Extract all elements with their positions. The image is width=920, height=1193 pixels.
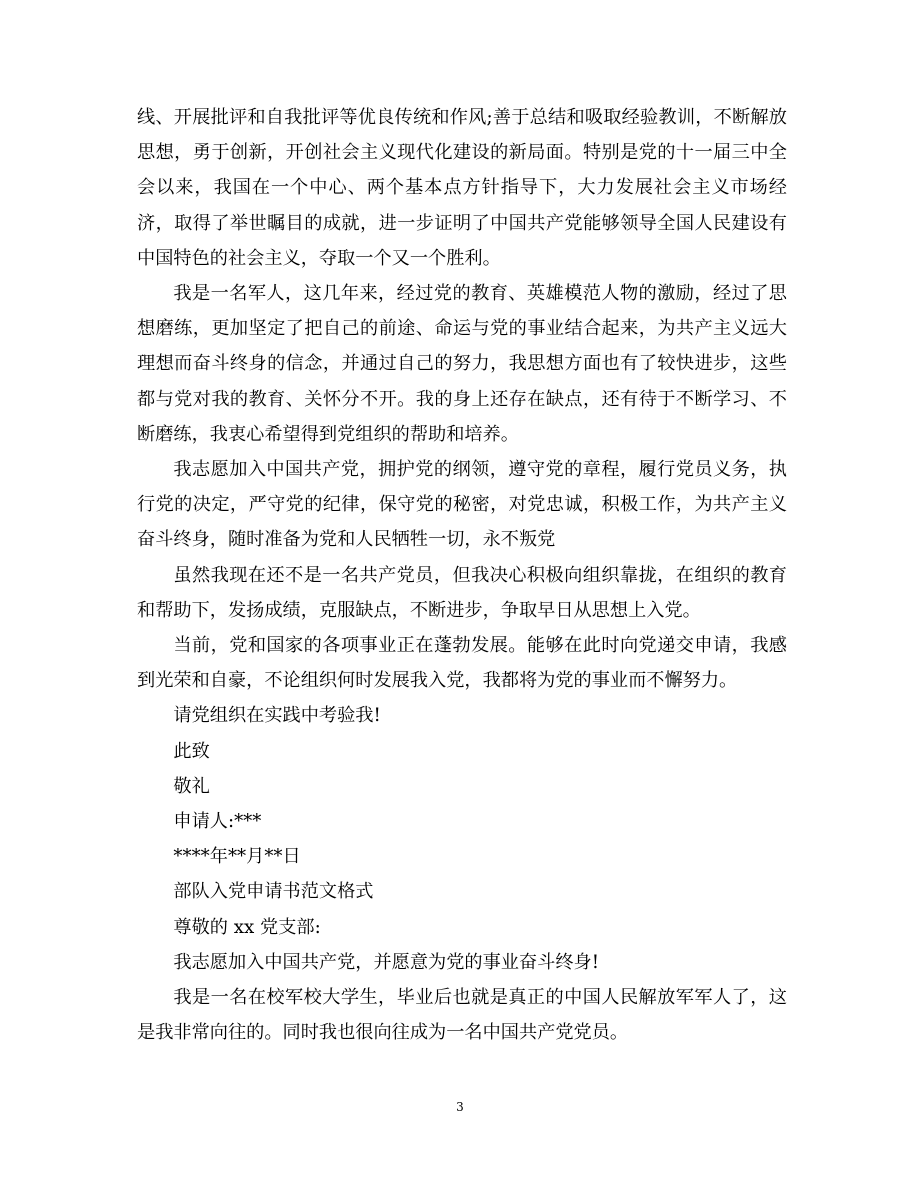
date-line: ****年**月**日 bbox=[173, 846, 301, 868]
salutation-jingli: 敬礼 bbox=[173, 775, 210, 797]
paragraph-resolve: 虽然我现在还不是一名共产党员，但我决心积极向组织靠拢，在组织的教育和帮助下，发扬成绩，克服缺点，不断进步，争取早日从思想上入党。 bbox=[137, 564, 787, 621]
paragraph-cadet-intro: 我是一名在校军校大学生，毕业后也就是真正的中国人民解放军军人了，这是我非常向往的。同时我也很向往成为一名中国共产党党员。 bbox=[137, 987, 787, 1044]
paragraph-continuation: 线、开展批评和自我批评等优良传统和作风;善于总结和吸取经验教训，不断解放思想，勇于创新，开创社会主义现代化建设的新局面。特别是党的十一届三中全会以来，我国在一个中心、两个基本点方针指导下，大力发展社会主义市场经济，取得了举世瞩目的成就，进一步证明了中国共产党能够领导全国人民建设有中国特色的社会主义，夺取一个又一个胜利。 bbox=[137, 107, 787, 269]
greeting-line: 尊敬的 xx 党支部: bbox=[173, 916, 321, 938]
page-number: 3 bbox=[456, 1100, 464, 1114]
closing-request-line: 请党组织在实践中考验我! bbox=[173, 705, 381, 727]
section-title: 部队入党申请书范文格式 bbox=[173, 881, 374, 903]
applicant-line: 申请人:*** bbox=[173, 811, 262, 833]
paragraph-soldier-intro: 我是一名军人，这几年来，经过党的教育、英雄模范人物的激励，经过了思想磨练，更加坚定了把自己的前途、命运与党的事业结合起来，为共产主义远大理想而奋斗终身的信念，并通过自己的努力，我思想方面也有了较快进步，这些都与党对我的教育、关怀分不开。我的身上还存在缺点，还有待于不断学习、不断磨练，我衷心希望得到党组织的帮助和培养。 bbox=[137, 283, 787, 445]
paragraph-oath: 我志愿加入中国共产党，拥护党的纲领，遵守党的章程，履行党员义务，执行党的决定，严守党的纪律，保守党的秘密，对党忠诚，积极工作，为共产主义奋斗终身，随时准备为党和人民牺牲一切，永不叛党 bbox=[137, 459, 787, 551]
paragraph-current-situation: 当前，党和国家的各项事业正在蓬勃发展。能够在此时向党递交申请，我感到光荣和自豪，不论组织何时发展我入党，我都将为党的事业而不懈努力。 bbox=[137, 635, 787, 692]
salutation-cizhi: 此致 bbox=[173, 740, 210, 762]
document-body bbox=[137, 100, 787, 1050]
declaration-line: 我志愿加入中国共产党，并愿意为党的事业奋斗终身! bbox=[173, 951, 600, 973]
